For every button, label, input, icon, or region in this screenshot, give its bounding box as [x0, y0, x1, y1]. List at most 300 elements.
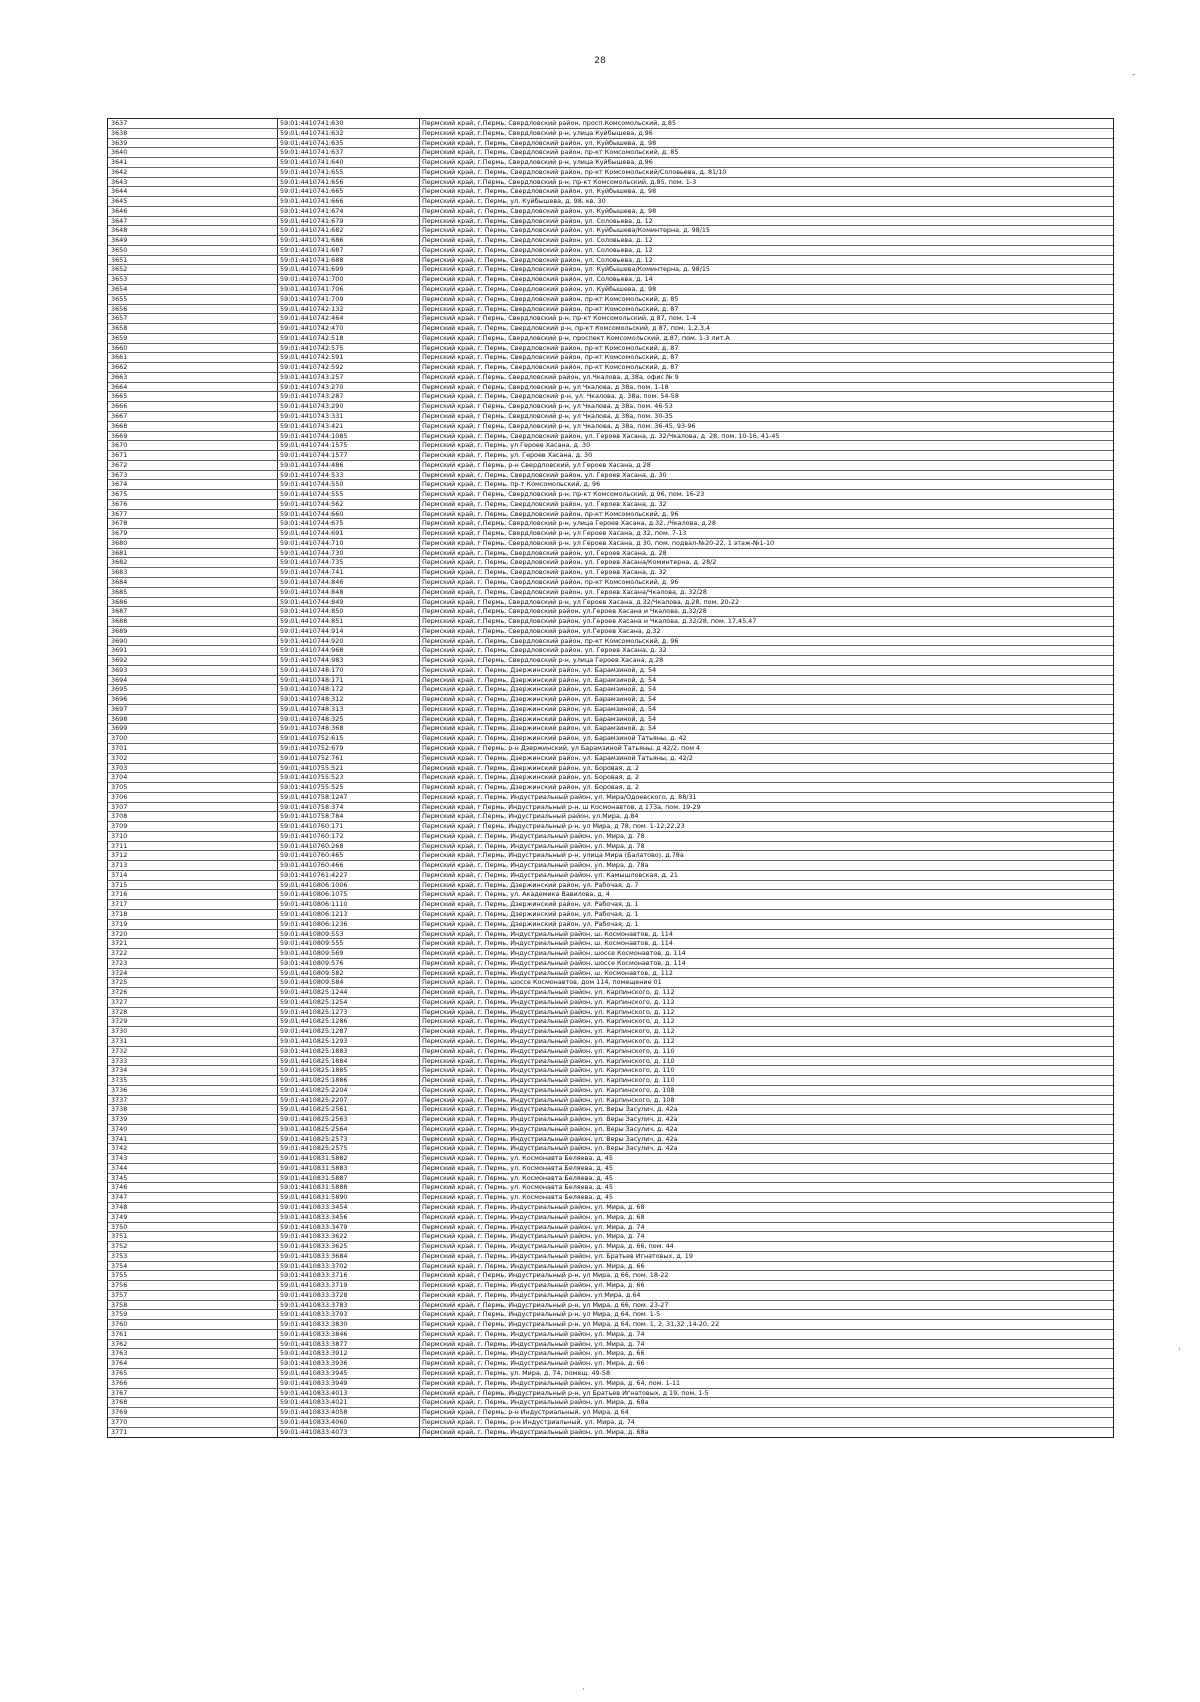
- table-row: [108, 578, 1113, 588]
- address-cell: Пермский край, г Пермь, Свердловский р-н, ул Чкалова, д 38а, пом. 1-18: [422, 382, 669, 391]
- address-cell: Пермский край, г. Пермь, Свердловский район, ул. Героев Хасана, д. 32: [422, 499, 667, 508]
- address-cell: Пермский край, г. Пермь, Индустриальный район, ул. Камышловская, д. 21: [422, 870, 678, 879]
- cadastral-number-cell: 59:01:4410744:555: [278, 490, 420, 499]
- address-cell: Пермский край, г. Пермь, Дзержинский район, ул. Барамзиной Татьяны, д. 42/2: [422, 753, 693, 762]
- cadastral-number-cell: 59:01:4410831:5883: [278, 1164, 420, 1173]
- table-row: [108, 1135, 1113, 1145]
- cadastral-number-cell: 59:01:4410748:313: [278, 705, 420, 714]
- address-cell: Пермский край, г Пермь, Свердловский р-н, ул Чкалова, д 38а, пом. 46-53: [422, 402, 673, 411]
- cadastral-number-cell: 59:01:4410833:3625: [278, 1242, 420, 1251]
- row-number-cell: 3737: [108, 1096, 278, 1105]
- address-cell: Пермский край, г. Пермь, Свердловский район, пр-кт Комсомольский, д. 87: [422, 363, 679, 372]
- cadastral-number-cell: 59:01:4410760:172: [278, 832, 420, 841]
- table-row: [108, 1144, 1113, 1154]
- row-number-cell: 3756: [108, 1281, 278, 1290]
- table-row: [108, 1379, 1113, 1389]
- cadastral-number-cell: 59:01:4410809:584: [278, 978, 420, 987]
- row-number-cell: 3682: [108, 558, 278, 567]
- table-row: [108, 1086, 1113, 1096]
- row-number-cell: 3677: [108, 510, 278, 519]
- address-cell: Пермский край, г. Пермь, Дзержинский район, ул. Рабочая, д. 7: [422, 880, 639, 889]
- row-number-cell: 3754: [108, 1262, 278, 1271]
- cadastral-number-cell: 59:01:4410760:171: [278, 822, 420, 831]
- address-cell: Пермский край, г. Пермь, пр-т Комсомольский, д. 96: [422, 480, 601, 489]
- table-row: [108, 1301, 1113, 1311]
- address-cell: Пермский край, г. Пермь, шоссе Космонавтов, дом 114, помещение 01: [422, 978, 662, 987]
- cadastral-number-cell: 59:01:4410833:3702: [278, 1262, 420, 1271]
- row-number-cell: 3714: [108, 871, 278, 880]
- address-cell: Пермский край, г. Пермь, Индустриальный район, ул. Мира, д. 68а: [422, 1427, 649, 1436]
- table-row: [108, 1203, 1113, 1213]
- cadastral-number-cell: 59:01:4410748:368: [278, 724, 420, 733]
- address-cell: Пермский край, г Пермь, Свердловский р-н, ул Чкалова, д 38а, пом. 30-35: [422, 411, 673, 420]
- address-cell: Пермский край, г. Пермь, Свердловский район, ул. Куйбышева, д. 98: [422, 187, 657, 196]
- address-cell: Пермский край, г. Пермь, Индустриальный район, ул. Карпинского, д. 112: [422, 988, 675, 997]
- cadastral-number-cell: 59:01:4410742:470: [278, 324, 420, 333]
- cadastral-number-cell: 59:01:4410833:3622: [278, 1232, 420, 1241]
- cadastral-number-cell: 59:01:4410744:968: [278, 646, 420, 655]
- cadastral-number-cell: 59:01:4410825:1273: [278, 1008, 420, 1017]
- row-number-cell: 3697: [108, 705, 278, 714]
- table-row: [108, 158, 1113, 168]
- address-cell: Пермский край, г. Пермь, Индустриальный район, ул. Карпинского, д. 110: [422, 1056, 675, 1065]
- table-row: [108, 139, 1113, 149]
- cadastral-number-cell: 59:01:4410743:257: [278, 373, 420, 382]
- table-row: [108, 1057, 1113, 1067]
- row-number-cell: 3738: [108, 1105, 278, 1114]
- table-row: [108, 1271, 1113, 1281]
- table-row: [108, 1418, 1113, 1428]
- cadastral-number-cell: 59:01:4410741:656: [278, 178, 420, 187]
- row-number-cell: 3670: [108, 441, 278, 450]
- address-cell: Пермский край, г. Пермь, Свердловский район, ул. Куйбышева, д. 98: [422, 206, 657, 215]
- row-number-cell: 3683: [108, 568, 278, 577]
- row-number-cell: 3639: [108, 139, 278, 148]
- table-row: [108, 803, 1113, 813]
- cadastral-number-cell: 59:01:4410744:846: [278, 578, 420, 587]
- table-row: [108, 471, 1113, 481]
- cadastral-number-cell: 59:01:4410744:533: [278, 471, 420, 480]
- row-number-cell: 3700: [108, 734, 278, 743]
- row-number-cell: 3651: [108, 256, 278, 265]
- table-row: [108, 295, 1113, 305]
- table-row: [108, 842, 1113, 852]
- row-number-cell: 3680: [108, 539, 278, 548]
- table-row: [108, 549, 1113, 559]
- cadastral-number-cell: 59:01:4410752:761: [278, 754, 420, 763]
- cadastral-number-cell: 59:01:4410833:4021: [278, 1398, 420, 1407]
- address-cell: Пермский край, г. Пермь, Индустриальный район, ул. Мира, д. 74: [422, 1222, 645, 1231]
- table-row: [108, 607, 1113, 617]
- row-number-cell: 3684: [108, 578, 278, 587]
- cadastral-number-cell: 59:01:4410748:312: [278, 695, 420, 704]
- address-cell: Пермский край, г. Пермь, Дзержинский район, ул. Барамзиной, д. 54: [422, 665, 657, 674]
- row-number-cell: 3649: [108, 236, 278, 245]
- cadastral-number-cell: 59:01:4410825:2575: [278, 1144, 420, 1153]
- table-row: [108, 1096, 1113, 1106]
- address-cell: Пермский край, г. Пермь, ул. Мира, д. 74, помещ. 49-58: [422, 1369, 611, 1377]
- address-cell: Пермский край, г. Пермь, Индустриальный район, ш. Космонавтов, д. 114: [422, 939, 673, 948]
- table-row: [108, 1017, 1113, 1027]
- cadastral-number-cell: 59:01:4410748:170: [278, 666, 420, 675]
- table-row: [108, 890, 1113, 900]
- row-number-cell: 3749: [108, 1213, 278, 1222]
- table-row: [108, 529, 1113, 539]
- row-number-cell: 3746: [108, 1183, 278, 1192]
- address-cell: Пермский край, г Пермь, Свердловский р-н, ул Героев Хасана, д 30, пом. подвал-№20-22, 1 этаж-№1-10: [422, 538, 775, 547]
- address-cell: Пермский край, г. Пермь, Свердловский район, ул. Героев Хасана, д. 32: [422, 568, 667, 577]
- row-number-cell: 3706: [108, 793, 278, 802]
- table-row: [108, 1389, 1113, 1399]
- table-row: [108, 617, 1113, 627]
- cadastral-number-cell: 59:01:4410758:784: [278, 812, 420, 821]
- address-cell: Пермский край, г. Пермь, ул. Академика Вавилова, д. 4: [422, 890, 610, 899]
- address-cell: Пермский край, г. Пермь, Индустриальный район, ул. Мира, д. 64, пом. 1-11: [422, 1378, 681, 1387]
- address-cell: Пермский край, г. Пермь, Свердловский район, ул. Соловьева, д. 12: [422, 216, 653, 225]
- address-cell: Пермский край, г. Пермь, Индустриальный район, ул. Веры Засулич, д. 42а: [422, 1144, 678, 1153]
- table-row: [108, 383, 1113, 393]
- row-number-cell: 3750: [108, 1223, 278, 1232]
- row-number-cell: 3705: [108, 783, 278, 792]
- row-number-cell: 3660: [108, 344, 278, 353]
- row-number-cell: 3727: [108, 998, 278, 1007]
- cadastral-number-cell: 59:01:4410833:3684: [278, 1252, 420, 1261]
- address-cell: Пермский край, г. Пермь, Свердловский район, ул. Героев Хасана, д. 30: [422, 470, 667, 479]
- cadastral-number-cell: 59:01:4410741:640: [278, 158, 420, 167]
- cadastral-number-cell: 59:01:4410743:421: [278, 422, 420, 431]
- address-cell: Пермский край, г.Пермь, Индустриальный район, ул.Мира, д.84: [422, 812, 639, 821]
- cadastral-number-cell: 59:01:4410833:3949: [278, 1379, 420, 1388]
- table-row: [108, 705, 1113, 715]
- address-cell: Пермский край, г. Пермь, Дзержинский район, ул. Боровая, д. 2: [422, 773, 640, 782]
- cadastral-number-cell: 59:01:4410744:983: [278, 656, 420, 665]
- table-row: [108, 226, 1113, 236]
- row-number-cell: 3726: [108, 988, 278, 997]
- cadastral-number-cell: 59:01:4410744:920: [278, 637, 420, 646]
- address-cell: Пермский край, г.Пермь, Свердловский район, просп.Комсомольский, д.85: [422, 119, 677, 127]
- row-number-cell: 3653: [108, 275, 278, 284]
- address-cell: Пермский край, г. Пермь, Дзержинский район, ул. Рабочая, д. 1: [422, 919, 639, 928]
- scan-mark-top-right: -: [1132, 70, 1136, 80]
- row-number-cell: 3709: [108, 822, 278, 831]
- row-number-cell: 3665: [108, 392, 278, 401]
- row-number-cell: 3699: [108, 724, 278, 733]
- address-cell: Пермский край, г. Пермь, Дзержинский район, ул. Барамзиной, д. 54: [422, 675, 657, 684]
- row-number-cell: 3735: [108, 1076, 278, 1085]
- row-number-cell: 3732: [108, 1047, 278, 1056]
- address-cell: Пермский край, г.Пермь, Свердловский р-н, улица Куйбышева, д.96: [422, 128, 653, 137]
- cadastral-number-cell: 59:01:4410809:569: [278, 949, 420, 958]
- row-number-cell: 3652: [108, 265, 278, 274]
- table-row: [108, 793, 1113, 803]
- cadastral-number-cell: 59:01:4410806:1110: [278, 900, 420, 909]
- address-cell: Пермский край, г. Пермь, Дзержинский район, ул. Боровая, д. 2: [422, 783, 640, 792]
- table-row: [108, 695, 1113, 705]
- address-cell: Пермский край, г. Пермь, ул. Космонавта Беляева, д. 45: [422, 1154, 613, 1163]
- table-row: [108, 1193, 1113, 1203]
- address-cell: Пермский край, г. Пермь, Дзержинский район, ул. Барамзиной Татьяны, д. 42: [422, 734, 687, 743]
- row-number-cell: 3708: [108, 812, 278, 821]
- address-cell: Пермский край, г. Пермь, Дзержинский район, ул. Барамзиной, д. 54: [422, 714, 657, 723]
- table-row: [108, 344, 1113, 354]
- address-cell: Пермский край, г. Пермь, Свердловский район, пр-кт Комсомольский, д. 96: [422, 577, 679, 586]
- table-row: [108, 910, 1113, 920]
- table-row: [108, 1105, 1113, 1115]
- row-number-cell: 3762: [108, 1340, 278, 1349]
- address-cell: Пермский край, г. Пермь, Индустриальный район, ул. Братьев Игнатовых, д. 19: [422, 1251, 693, 1260]
- cadastral-number-cell: 59:01:4410833:3456: [278, 1213, 420, 1222]
- cadastral-number-cell: 59:01:4410744:1085: [278, 432, 420, 441]
- address-cell: Пермский край, г. Пермь, Индустриальный район, ул. Веры Засулич, д. 42а: [422, 1115, 678, 1124]
- cadastral-number-cell: 59:01:4410825:1886: [278, 1076, 420, 1085]
- address-cell: Пермский край, г. Пермь, Индустриальный район, ул. Мира, д. 78: [422, 831, 645, 840]
- row-number-cell: 3747: [108, 1193, 278, 1202]
- table-row: [108, 510, 1113, 520]
- table-row: [108, 1359, 1113, 1369]
- address-cell: Пермский край, г. Пермь, Индустриальный район, шоссе Космонавтов, д. 114: [422, 949, 686, 958]
- table-row: [108, 256, 1113, 266]
- cadastral-number-cell: 59:01:4410741:687: [278, 246, 420, 255]
- table-row: [108, 939, 1113, 949]
- cadastral-number-cell: 59:01:4410825:1884: [278, 1057, 420, 1066]
- row-number-cell: 3765: [108, 1369, 278, 1378]
- address-cell: Пермский край, г. Пермь, Индустриальный район, ул. Карпинского, д. 110: [422, 1046, 675, 1055]
- table-row: [108, 998, 1113, 1008]
- row-number-cell: 3703: [108, 764, 278, 773]
- table-row: [108, 764, 1113, 774]
- table-row: [108, 461, 1113, 471]
- table-row: [108, 871, 1113, 881]
- row-number-cell: 3646: [108, 207, 278, 216]
- address-cell: Пермский край, г. Пермь, Индустриальный район, ул. Мира, д. 74: [422, 1232, 645, 1241]
- row-number-cell: 3655: [108, 295, 278, 304]
- cadastral-number-cell: 59:01:4410825:2207: [278, 1096, 420, 1105]
- cadastral-number-cell: 59:01:4410825:1254: [278, 998, 420, 1007]
- cadastral-number-cell: 59:01:4410833:3454: [278, 1203, 420, 1212]
- table-row: [108, 1164, 1113, 1174]
- cadastral-number-cell: 59:01:4410831:5887: [278, 1174, 420, 1183]
- cadastral-number-cell: 59:01:4410744:550: [278, 480, 420, 489]
- cadastral-number-cell: 59:01:4410744:851: [278, 617, 420, 626]
- table-row: [108, 1008, 1113, 1018]
- table-row: [108, 1066, 1113, 1076]
- row-number-cell: 3644: [108, 187, 278, 196]
- address-cell: Пермский край, г.Пермь, Свердловский район, ул.Героев Хасана и Чкалова, д.32/28, пом. 17,45,47: [422, 617, 757, 626]
- row-number-cell: 3688: [108, 617, 278, 626]
- table-row: [108, 1213, 1113, 1223]
- table-row: [108, 969, 1113, 979]
- table-row: [108, 920, 1113, 930]
- row-number-cell: 3744: [108, 1164, 278, 1173]
- cadastral-number-cell: 59:01:4410825:1287: [278, 1027, 420, 1036]
- address-cell: Пермский край, г. Пермь, Индустриальный район, ул. Карпинского, д. 112: [422, 1027, 675, 1036]
- row-number-cell: 3728: [108, 1008, 278, 1017]
- row-number-cell: 3664: [108, 383, 278, 392]
- address-cell: Пермский край, г. Пермь, Свердловский район, пр-кт Комсомольский, д. 85: [422, 148, 679, 157]
- table-row: [108, 217, 1113, 227]
- cadastral-number-cell: 59:01:4410744:660: [278, 510, 420, 519]
- cadastral-number-cell: 59:01:4410806:1213: [278, 910, 420, 919]
- cadastral-number-cell: 59:01:4410833:3716: [278, 1271, 420, 1280]
- address-cell: Пермский край, г Пермь, р-н Дзержинский, ул Барамзиной Татьяны, д 42/2, пом 4: [422, 744, 701, 752]
- table-row: [108, 1398, 1113, 1408]
- property-registry-table: [107, 118, 1114, 1438]
- cadastral-number-cell: 59:01:4410831:5888: [278, 1183, 420, 1192]
- table-row: [108, 324, 1113, 334]
- cadastral-number-cell: 59:01:4410825:1883: [278, 1047, 420, 1056]
- table-row: [108, 1125, 1113, 1135]
- address-cell: Пермский край, г. Пермь, Индустриальный район, ул. Карпинского, д. 112: [422, 997, 675, 1006]
- address-cell: Пермский край, г. Пермь, Свердловский район, ул. Героев Хасана/Чкалова, д. 32/28: [422, 587, 707, 596]
- row-number-cell: 3690: [108, 637, 278, 646]
- cadastral-number-cell: 59:01:4410833:3728: [278, 1291, 420, 1300]
- row-number-cell: 3643: [108, 178, 278, 187]
- table-row: [108, 754, 1113, 764]
- table-row: [108, 187, 1113, 197]
- row-number-cell: 3650: [108, 246, 278, 255]
- table-row: [108, 265, 1113, 275]
- cadastral-number-cell: 59:01:4410744:848: [278, 588, 420, 597]
- table-row: [108, 1047, 1113, 1057]
- table-row: [108, 1330, 1113, 1340]
- row-number-cell: 3695: [108, 685, 278, 694]
- table-row: [108, 1242, 1113, 1252]
- table-row: [108, 676, 1113, 686]
- table-row: [108, 168, 1113, 178]
- cadastral-number-cell: 59:01:4410833:4073: [278, 1428, 420, 1438]
- table-row: [108, 724, 1113, 734]
- table-row: [108, 822, 1113, 832]
- address-cell: Пермский край, г. Пермь, Индустриальный район, ул. Мира, д. 74: [422, 1329, 645, 1338]
- row-number-cell: 3648: [108, 226, 278, 235]
- row-number-cell: 3724: [108, 969, 278, 978]
- table-row: [108, 949, 1113, 959]
- address-cell: Пермский край, г.Пермь, Свердловский р-н, улица Героев Хасана, д.32, /Чкалова, д.28: [422, 519, 716, 528]
- row-number-cell: 3658: [108, 324, 278, 333]
- cadastral-number-cell: 59:01:4410809:582: [278, 969, 420, 978]
- table-row: [108, 1369, 1113, 1379]
- table-row: [108, 500, 1113, 510]
- row-number-cell: 3661: [108, 353, 278, 362]
- scan-mark-bottom-middle: ·: [582, 1685, 585, 1695]
- row-number-cell: 3711: [108, 842, 278, 851]
- table-row: [108, 773, 1113, 783]
- row-number-cell: 3686: [108, 598, 278, 607]
- address-cell: Пермский край, г. Пермь, Свердловский район, ул. Героев Хасана, д. 32/Чкалова, д. 28, пом. 10-16, 41-45: [422, 431, 780, 440]
- row-number-cell: 3678: [108, 519, 278, 528]
- table-row: [108, 1223, 1113, 1233]
- cadastral-number-cell: 59:01:4410744:735: [278, 558, 420, 567]
- cadastral-number-cell: 59:01:4410741:679: [278, 217, 420, 226]
- table-row: [108, 978, 1113, 988]
- address-cell: Пермский край, г Пермь, Индустриальный р-н, ул Мира, д 66, пом. 23-27: [422, 1300, 669, 1309]
- address-cell: Пермский край, г.Пермь, Свердловский р-н, пр-кт Комсомольский, д.85, пом. 1-3: [422, 177, 697, 186]
- row-number-cell: 3710: [108, 832, 278, 841]
- cadastral-number-cell: 59:01:4410744:562: [278, 500, 420, 509]
- row-number-cell: 3760: [108, 1320, 278, 1329]
- row-number-cell: 3654: [108, 285, 278, 294]
- table-row: [108, 353, 1113, 363]
- row-number-cell: 3719: [108, 920, 278, 929]
- row-number-cell: 3704: [108, 773, 278, 782]
- row-number-cell: 3769: [108, 1408, 278, 1417]
- cadastral-number-cell: 59:01:4410825:2563: [278, 1115, 420, 1124]
- address-cell: Пермский край, г. Пермь, Индустриальный район, шоссе Космонавтов, д. 114: [422, 958, 686, 967]
- address-cell: Пермский край, г. Пермь, Свердловский район, пр-кт Комсомольский/Соловьева, д. 81/10: [422, 167, 727, 176]
- cadastral-number-cell: 59:01:4410743:331: [278, 412, 420, 421]
- row-number-cell: 3723: [108, 959, 278, 968]
- address-cell: Пермский край, г. Пермь, Дзержинский район, ул. Барамзиной, д. 54: [422, 695, 657, 704]
- address-cell: Пермский край, г. Пермь, ул Героев Хасана, д. 30: [422, 441, 591, 450]
- table-row: [108, 197, 1113, 207]
- cadastral-number-cell: 59:01:4410744:730: [278, 549, 420, 558]
- cadastral-number-cell: 59:01:4410741:686: [278, 236, 420, 245]
- table-row: [108, 1037, 1113, 1047]
- cadastral-number-cell: 59:01:4410825:1244: [278, 988, 420, 997]
- table-row: [108, 178, 1113, 188]
- address-cell: Пермский край, г. Пермь, Индустриальный район, ул. Карпинского, д. 110: [422, 1066, 675, 1075]
- cadastral-number-cell: 59:01:4410743:287: [278, 392, 420, 401]
- row-number-cell: 3702: [108, 754, 278, 763]
- row-number-cell: 3759: [108, 1310, 278, 1319]
- cadastral-number-cell: 59:01:4410741:682: [278, 226, 420, 235]
- cadastral-number-cell: 59:01:4410755:523: [278, 773, 420, 782]
- table-row: [108, 832, 1113, 842]
- cadastral-number-cell: 59:01:4410831:5890: [278, 1193, 420, 1202]
- table-row: [108, 490, 1113, 500]
- cadastral-number-cell: 59:01:4410744:914: [278, 627, 420, 636]
- row-number-cell: 3667: [108, 412, 278, 421]
- row-number-cell: 3713: [108, 861, 278, 870]
- address-cell: Пермский край, г. Пермь, Свердловский район, ул. Соловьева, д. 12: [422, 245, 653, 254]
- cadastral-number-cell: 59:01:4410744:850: [278, 607, 420, 616]
- cadastral-number-cell: 59:01:4410752:679: [278, 744, 420, 753]
- cadastral-number-cell: 59:01:4410833:3479: [278, 1223, 420, 1232]
- row-number-cell: 3740: [108, 1125, 278, 1134]
- row-number-cell: 3698: [108, 715, 278, 724]
- row-number-cell: 3640: [108, 148, 278, 157]
- table-row: [108, 305, 1113, 315]
- table-row: [108, 314, 1113, 324]
- address-cell: Пермский край, г. Пермь, Индустриальный район, ул. Карпинского, д. 110: [422, 1076, 675, 1085]
- row-number-cell: 3675: [108, 490, 278, 499]
- table-row: [108, 881, 1113, 891]
- row-number-cell: 3758: [108, 1301, 278, 1310]
- table-row: [108, 685, 1113, 695]
- row-number-cell: 3736: [108, 1086, 278, 1095]
- address-cell: Пермский край, г. Пермь, Дзержинский район, ул. Рабочая, д. 1: [422, 900, 639, 909]
- cadastral-number-cell: 59:01:4410742:132: [278, 305, 420, 314]
- row-number-cell: 3734: [108, 1066, 278, 1075]
- row-number-cell: 3770: [108, 1418, 278, 1427]
- row-number-cell: 3701: [108, 744, 278, 753]
- table-row: [108, 1310, 1113, 1320]
- table-row: [108, 441, 1113, 451]
- address-cell: Пермский край, г. Пермь, Свердловский район, ул. Соловьева, д. 14: [422, 275, 653, 284]
- table-row: [108, 812, 1113, 822]
- address-cell: Пермский край, г Пермь, Индустриальный р-н, ул Мира, д 64, пом. 1-5: [422, 1310, 661, 1319]
- address-cell: Пермский край, г. Пермь, Свердловский район, пр-кт Комсомольский, д. 85: [422, 294, 679, 303]
- cadastral-number-cell: 59:01:4410833:3912: [278, 1349, 420, 1358]
- cadastral-number-cell: 59:01:4410741:632: [278, 129, 420, 138]
- page-number: 28: [594, 56, 606, 66]
- row-number-cell: 3712: [108, 851, 278, 860]
- row-number-cell: 3725: [108, 978, 278, 987]
- cadastral-number-cell: 59:01:4410741:635: [278, 139, 420, 148]
- address-cell: Пермский край, г. Пермь, Индустриальный район, ул. Мира, д. 66: [422, 1349, 645, 1358]
- row-number-cell: 3752: [108, 1242, 278, 1251]
- cadastral-number-cell: 59:01:4410833:3945: [278, 1369, 420, 1378]
